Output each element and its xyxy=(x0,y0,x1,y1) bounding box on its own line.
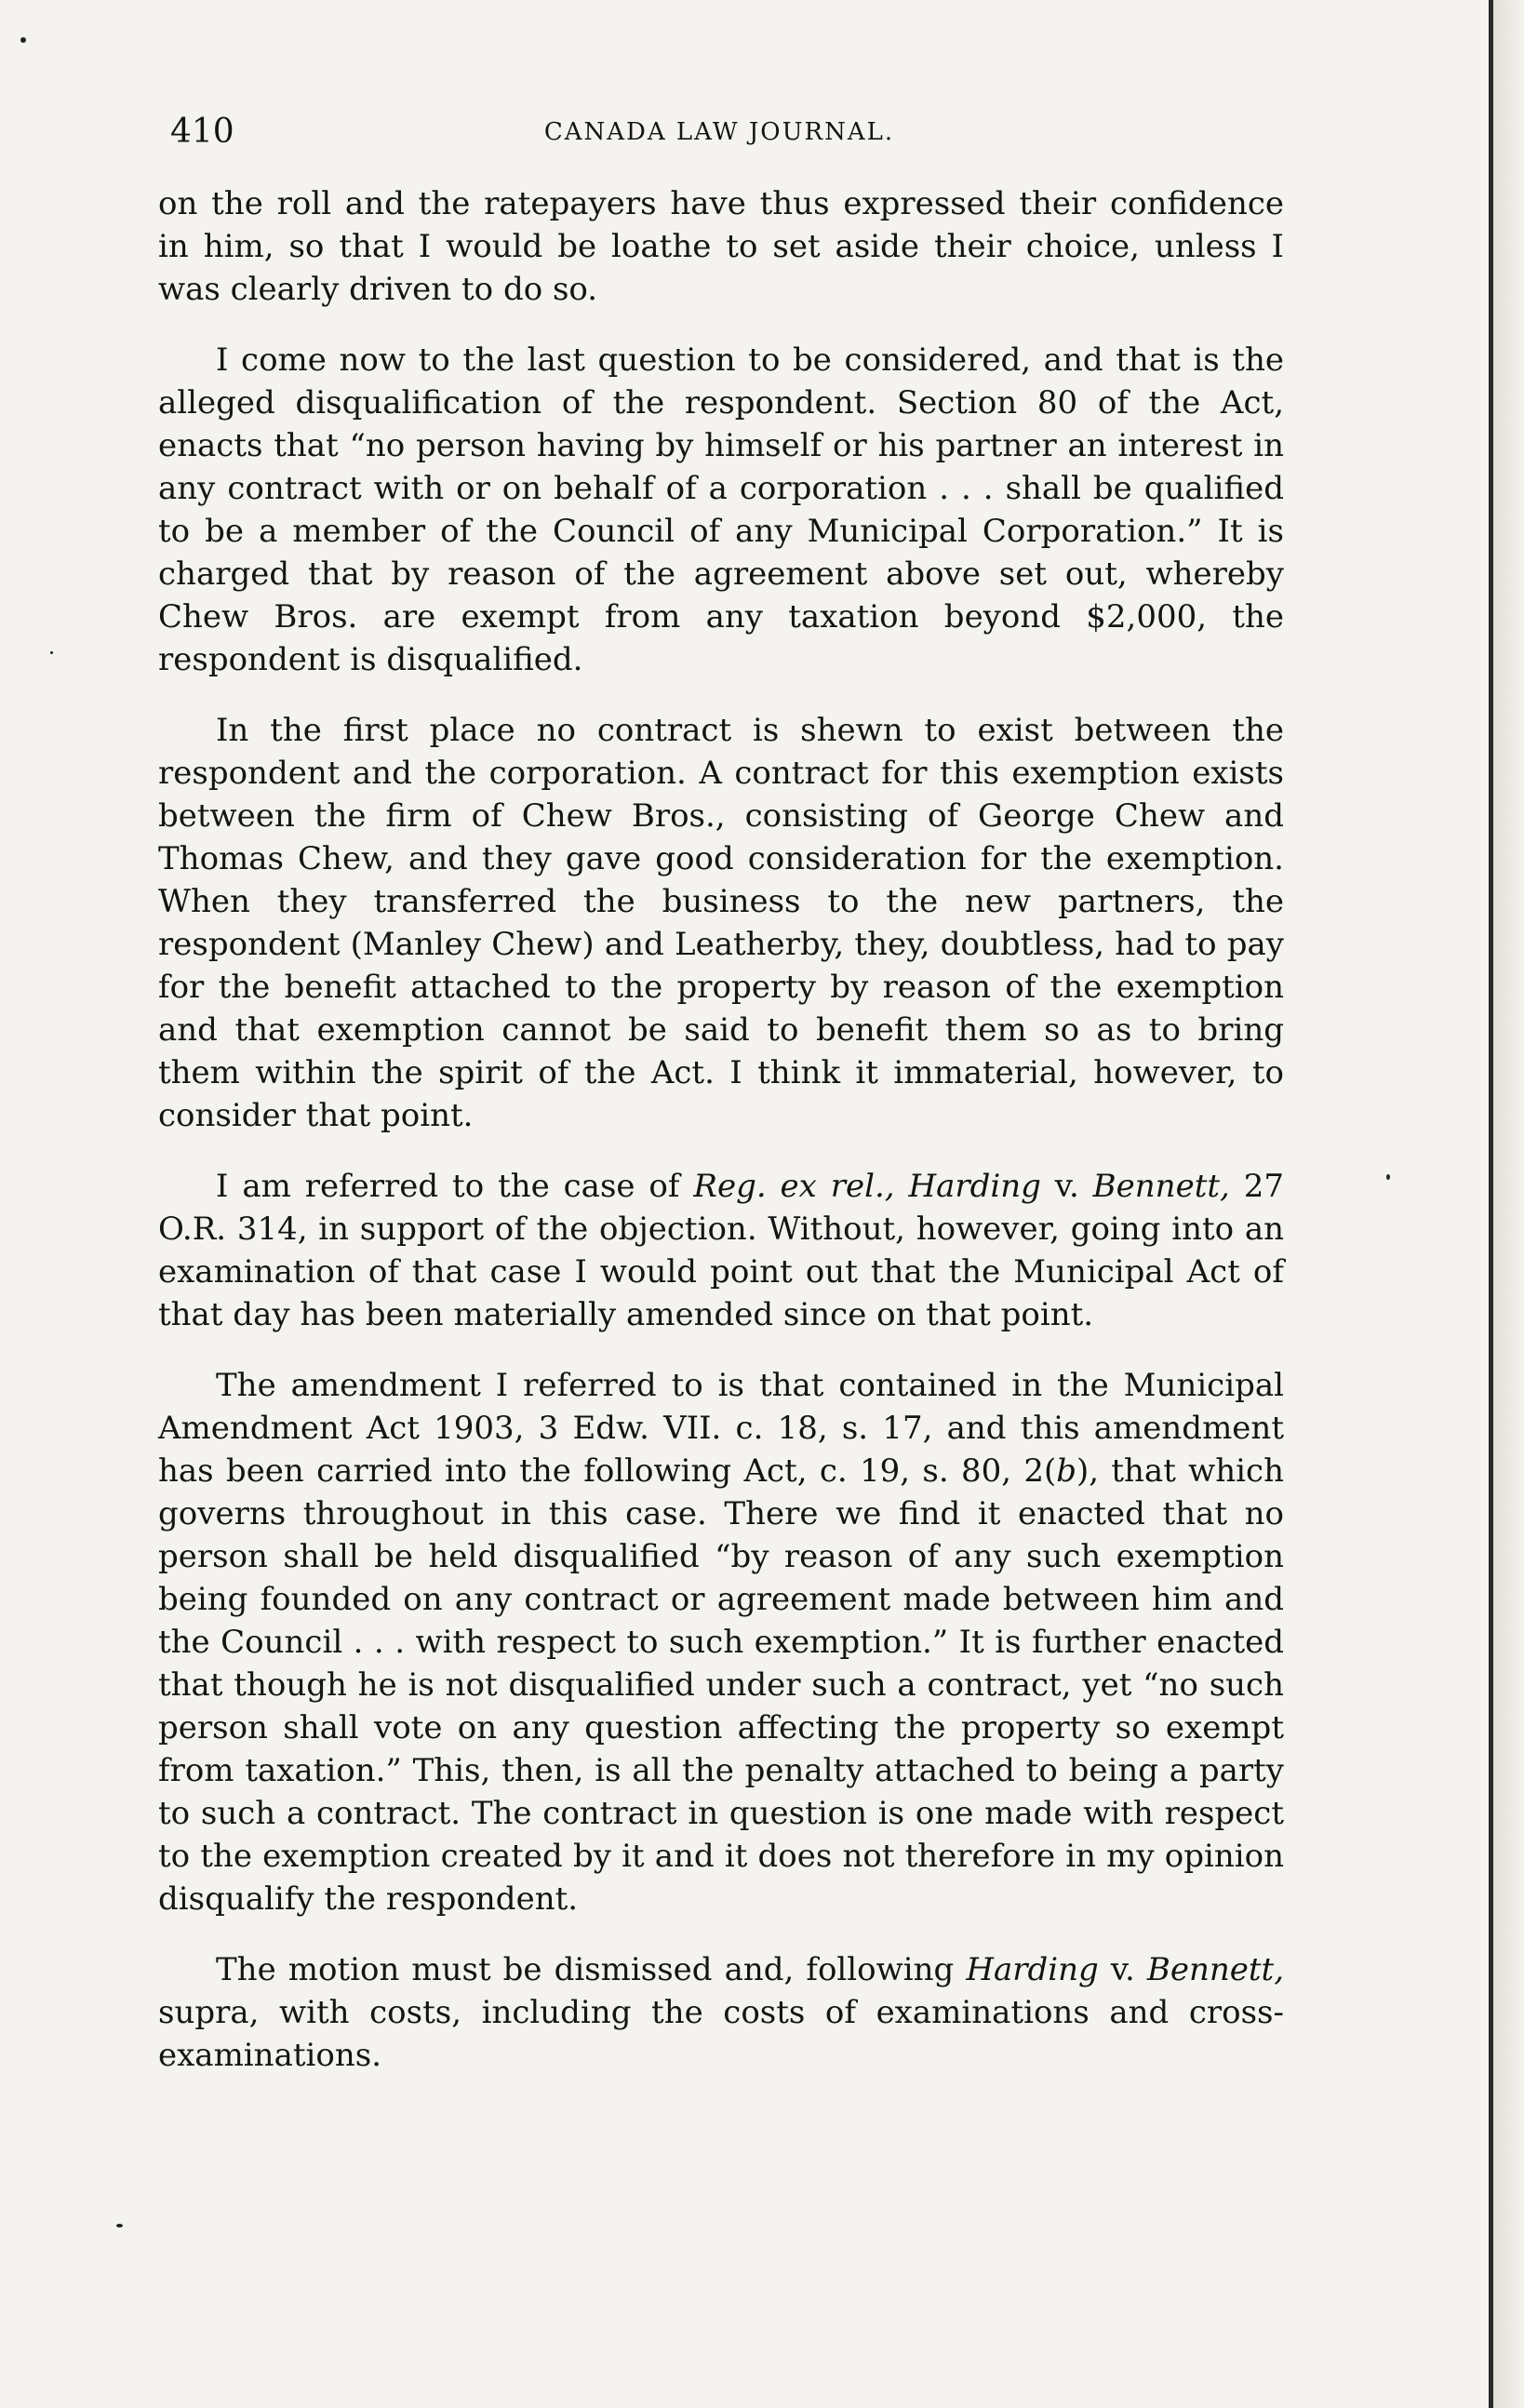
p4-text-c: v. xyxy=(1040,1168,1093,1205)
case-name-bennett: Bennett, xyxy=(1092,1168,1230,1205)
paragraph-case-reference xyxy=(158,1165,1284,1336)
paragraph-amendment xyxy=(158,1364,1284,1920)
conclusion-case-bennett: Bennett, xyxy=(1146,1951,1284,1988)
p4-text-e: 27 O.R. 314, in support of the objection. Without, however, going into an examination of that case I would point out that the Municipal Act of that day has been materially amended since on that point. xyxy=(158,1168,1284,1333)
ink-speck xyxy=(1386,1174,1390,1180)
paragraph-no-contract: In the first place no contract is shewn to exist between the respondent and the corporation. A contract for this exemption exists between the firm of Chew Bros., consisting of George Chew and Thomas Chew, and they gave good consideration for the exemption. When they transferred the business to the new partners, the respondent (Manley Chew) and Leatherby, they, doubtless, had to pay for the benefit attached to the property by reason of the exemption and that exemption cannot be said to benefit them so as to bring them within the spirit of the Act. I think it immaterial, however, to consider that point. xyxy=(158,712,1284,1134)
body-text xyxy=(158,182,1284,2105)
paragraph-disqualification: I come now to the last question to be considered, and that is the alleged disqualification of the respondent. Section 80 of the Act, enacts that “no person having by himself or his partner an interest in any contract with or on behalf of a corporation . . . shall be qualified to be a member of the Council of any Municipal Corporation.” It is charged that by reason of the agreement above set out, whereby Chew Bros. are exempt from any taxation beyond $2,000, the respondent is disqualified. xyxy=(158,341,1284,678)
binding-shadow xyxy=(1493,0,1524,2408)
case-name-harding: Reg. ex rel., Harding xyxy=(693,1168,1041,1205)
p5-italic-b: b xyxy=(1056,1452,1076,1490)
ink-speck xyxy=(50,651,53,654)
p5-text-a: The amendment I referred to is that contained in the Municipal Amendment Act 1903, 3 Edw. VII. c. 18, s. 17, and this amendment has been carried into the following Act, c. 19, s. 80, 2( xyxy=(158,1367,1284,1490)
paragraph-continued: on the roll and the ratepayers have thus expressed their confidence in him, so that I would be loathe to set aside their choice, unless I was clearly driven to do so. xyxy=(158,185,1284,308)
p6-text-a: The motion must be dismissed and, following xyxy=(216,1951,967,1988)
paragraph-conclusion xyxy=(158,1948,1284,2077)
p6-text-c: v. xyxy=(1098,1951,1147,1988)
page-number: 410 xyxy=(170,113,234,151)
p5-text-c: ), that which governs throughout in this case. There we find it enacted that no person shall be held disqualified “by reason of any such exemption being founded on any contract or agreement made between him and the Council . . . with respect to such exemption.” It is further enacted that though he is not disqualified under such a contract, yet “no such person shall vote on any question affecting the property so exempt from taxation.” This, then, is all the penalty attached to being a party to such a contract. The contract in question is one made with respect to the exemption created by it and it does not therefore in my opinion disqualify the respondent. xyxy=(158,1452,1284,1918)
ink-speck xyxy=(20,37,26,43)
ink-speck xyxy=(116,2224,123,2227)
p6-text-e: supra, with costs, including the costs of examinations and cross-examinations. xyxy=(158,1994,1284,2074)
running-title: CANADA LAW JOURNAL. xyxy=(543,118,895,146)
page-header xyxy=(170,104,1268,160)
p4-text-a: I am referred to the case of xyxy=(216,1168,694,1205)
conclusion-case-harding: Harding xyxy=(966,1951,1099,1988)
